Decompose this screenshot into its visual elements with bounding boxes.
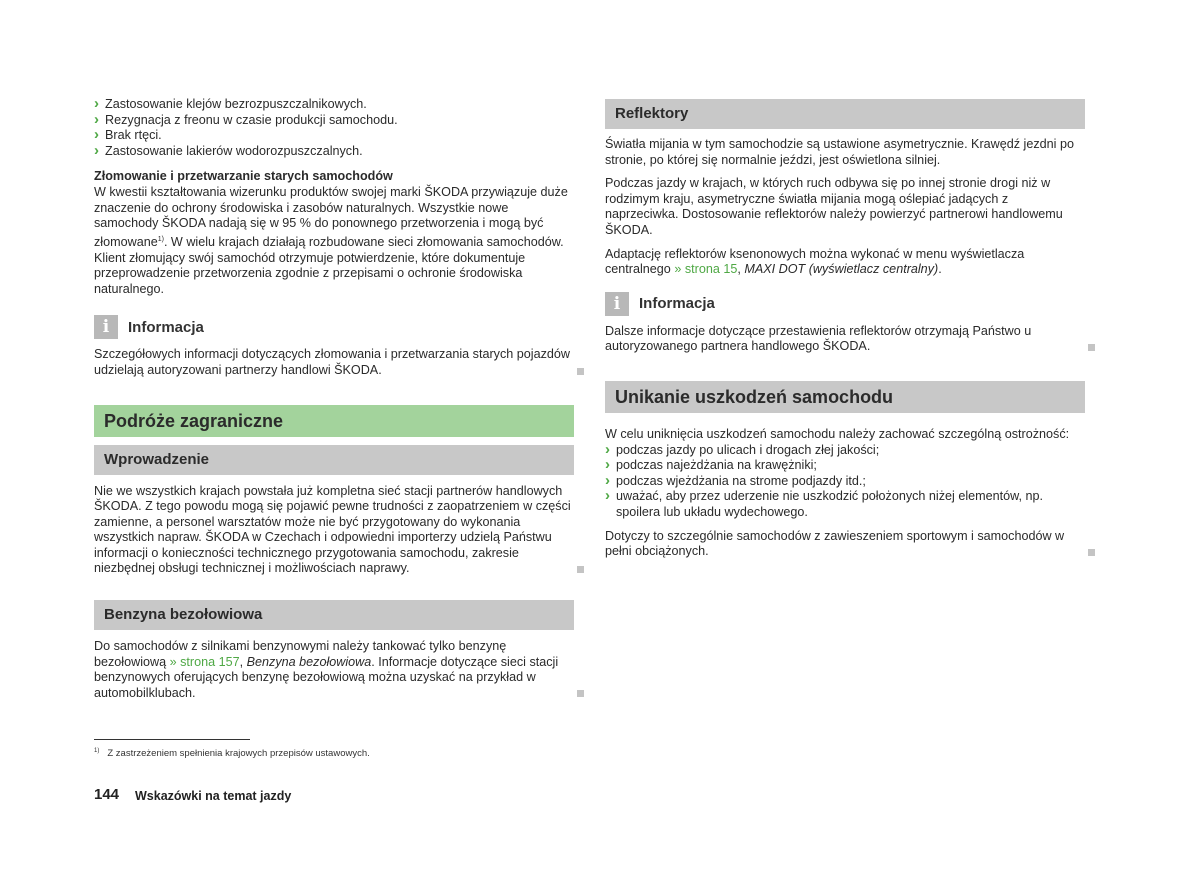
info-box-left (94, 315, 574, 339)
subsection-title-intro: Wprowadzenie (94, 445, 574, 475)
list-item: › podczas jazdy po ulicach i drogach złej jakości; (605, 443, 1085, 459)
damage-outro (605, 529, 1085, 560)
fuel-text-b: . Informacje dotyczące sieci stacji benzynowych oferujących benzynę bezołowiową można uzyskać na przykład w automobilklubach. (94, 654, 559, 700)
footnote (94, 748, 370, 759)
list-item: › podczas najeżdżania na krawężniki; (605, 458, 1085, 474)
list-item: › podczas wjeżdżania na strome podjazdy itd.; (605, 474, 1085, 490)
intro-text: Nie we wszystkich krajach powstała już kompletna sieć stacji partnerów handlowych ŠKODA. Z tego powodu mogą się pojawić pewne trudności z zaopatrzeniem w części zamienne, a personel warsztatów może nie być przygotowany do wykonania wszystkich napraw. ŠKODA w Czechach i odpowiedni importerzy udzielą Państwu informacji o konieczności technicznego przygotowania samochodu, zakresie niezbędnej obsługi technicznej i możliwościach naprawy. (94, 483, 571, 576)
eco-bullet-list (94, 97, 574, 159)
running-footer-title: Wskazówki na temat jazdy (135, 789, 292, 803)
info-text: Szczegółowych informacji dotyczących złomowania i przetwarzania starych pojazdów udzielają autoryzowani partnerzy handlowi ŠKODA. (94, 347, 570, 377)
info-text: Dalsze informacje dotyczące przestawienia reflektorów otrzymają Państwo u autoryzowanego partnera handlowego ŠKODA. (605, 323, 1032, 354)
right-column (605, 99, 1085, 568)
damage-outro-text: Dotyczy to szczególnie samochodów z zawieszeniem sportowym i samochodów w pełni obciążonych. (605, 528, 1065, 559)
left-column (94, 97, 574, 709)
section-title-damage: Unikanie uszkodzeń samochodu (605, 381, 1085, 413)
info-icon: i (94, 315, 118, 339)
info-box-right (605, 292, 1085, 316)
page-link[interactable]: » strona 15 (674, 262, 738, 277)
list-item: › Brak rtęci. (94, 128, 574, 144)
hl-text-a: Adaptację reflektorów ksenonowych można wykonać w menu wyświetlacza centralnego (605, 246, 1025, 277)
page-number: 144 (94, 786, 120, 803)
footnote-text: Z zastrzeżeniem spełnienia krajowych przepisów ustawowych. (107, 748, 370, 760)
list-item: › Zastosowanie klejów bezrozpuszczalnikowych. (94, 97, 574, 113)
section-end-icon (1088, 549, 1095, 556)
info-title: Informacja (128, 318, 204, 336)
scrap-paragraph (94, 185, 574, 297)
damage-intro: W celu uniknięcia uszkodzeń samochodu należy zachować szczególną ostrożność: (605, 426, 1070, 441)
fuel-paragraph (94, 639, 574, 701)
list-item: › Rezygnacja z freonu w czasie produkcji samochodu. (94, 113, 574, 129)
info-title: Informacja (639, 295, 715, 313)
damage-bullet-list (605, 443, 1085, 521)
section-end-icon (577, 368, 584, 375)
section-end-icon (577, 690, 584, 697)
section-title-travel: Podróże zagraniczne (94, 405, 574, 437)
scrap-subheading: Złomowanie i przetwarzanie starych samochodów (94, 169, 393, 184)
fuel-ref-title: Benzyna bezołowiowa (246, 654, 372, 669)
info-paragraph (605, 324, 1085, 355)
scrap-text-a: W kwestii kształtowania wizerunku produktów swojej marki ŠKODA przywiązuje duże znaczenie do ochrony środowiska i zasobów naturalnych. Wszystkie nowe samochody ŠKODA nadają się w 95 % do ponownego przetworzenia i mogą być złomowane (94, 184, 568, 249)
headlights-paragraph-3 (605, 247, 1085, 278)
info-icon: i (605, 292, 629, 316)
footnote-ref[interactable]: 1) (157, 235, 164, 243)
subsection-title-headlights: Reflektory (605, 99, 1085, 129)
footnote-divider (94, 739, 250, 740)
page-link[interactable]: » strona 157 (169, 654, 240, 669)
headlights-paragraph-1: Światła mijania w tym samochodzie są ustawione asymetrycznie. Krawędź jezdni po stronie, po której się normalnie jeździ, jest oświetlona silniej. (605, 137, 1074, 167)
headlights-paragraph-2: Podczas jazdy w krajach, w których ruch odbywa się po innej stronie drogi niż w rodzimym kraju, asymetryczne światła mijania mogą oślepiać jadących z naprzeciwka. Dostosowanie reflektorów należy powierzyć partnerowi handlowemu ŠKODA. (605, 176, 1063, 237)
hl-text-b: . (938, 262, 942, 277)
footnote-mark: 1) (94, 748, 100, 754)
section-end-icon (1088, 344, 1095, 351)
intro-paragraph (94, 484, 574, 578)
fuel-comma: , (239, 654, 247, 669)
hl-ref-title: MAXI DOT (wyświetlacz centralny) (744, 262, 939, 277)
info-paragraph (94, 347, 574, 378)
section-end-icon (577, 566, 584, 573)
scrap-text-b: . W wielu krajach działają rozbudowane sieci złomowania samochodów. Klient złomujący swój samochód otrzymuje potwierdzenie, które dokumentuje przeprowadzenie przetworzenia zgodnie z przepisami o ochronie środowiska naturalnego. (94, 234, 564, 296)
list-item: › uważać, aby przez uderzenie nie uszkodzić położonych niżej elementów, np. spoilera lub układu wydechowego. (605, 489, 1085, 520)
list-item: › Zastosowanie lakierów wodorozpuszczalnych. (94, 144, 574, 160)
subsection-title-fuel: Benzyna bezołowiowa (94, 600, 574, 630)
hl-comma: , (737, 262, 745, 277)
fuel-text-a: Do samochodów z silnikami benzynowymi należy tankować tylko benzynę bezołowiową (94, 639, 507, 669)
